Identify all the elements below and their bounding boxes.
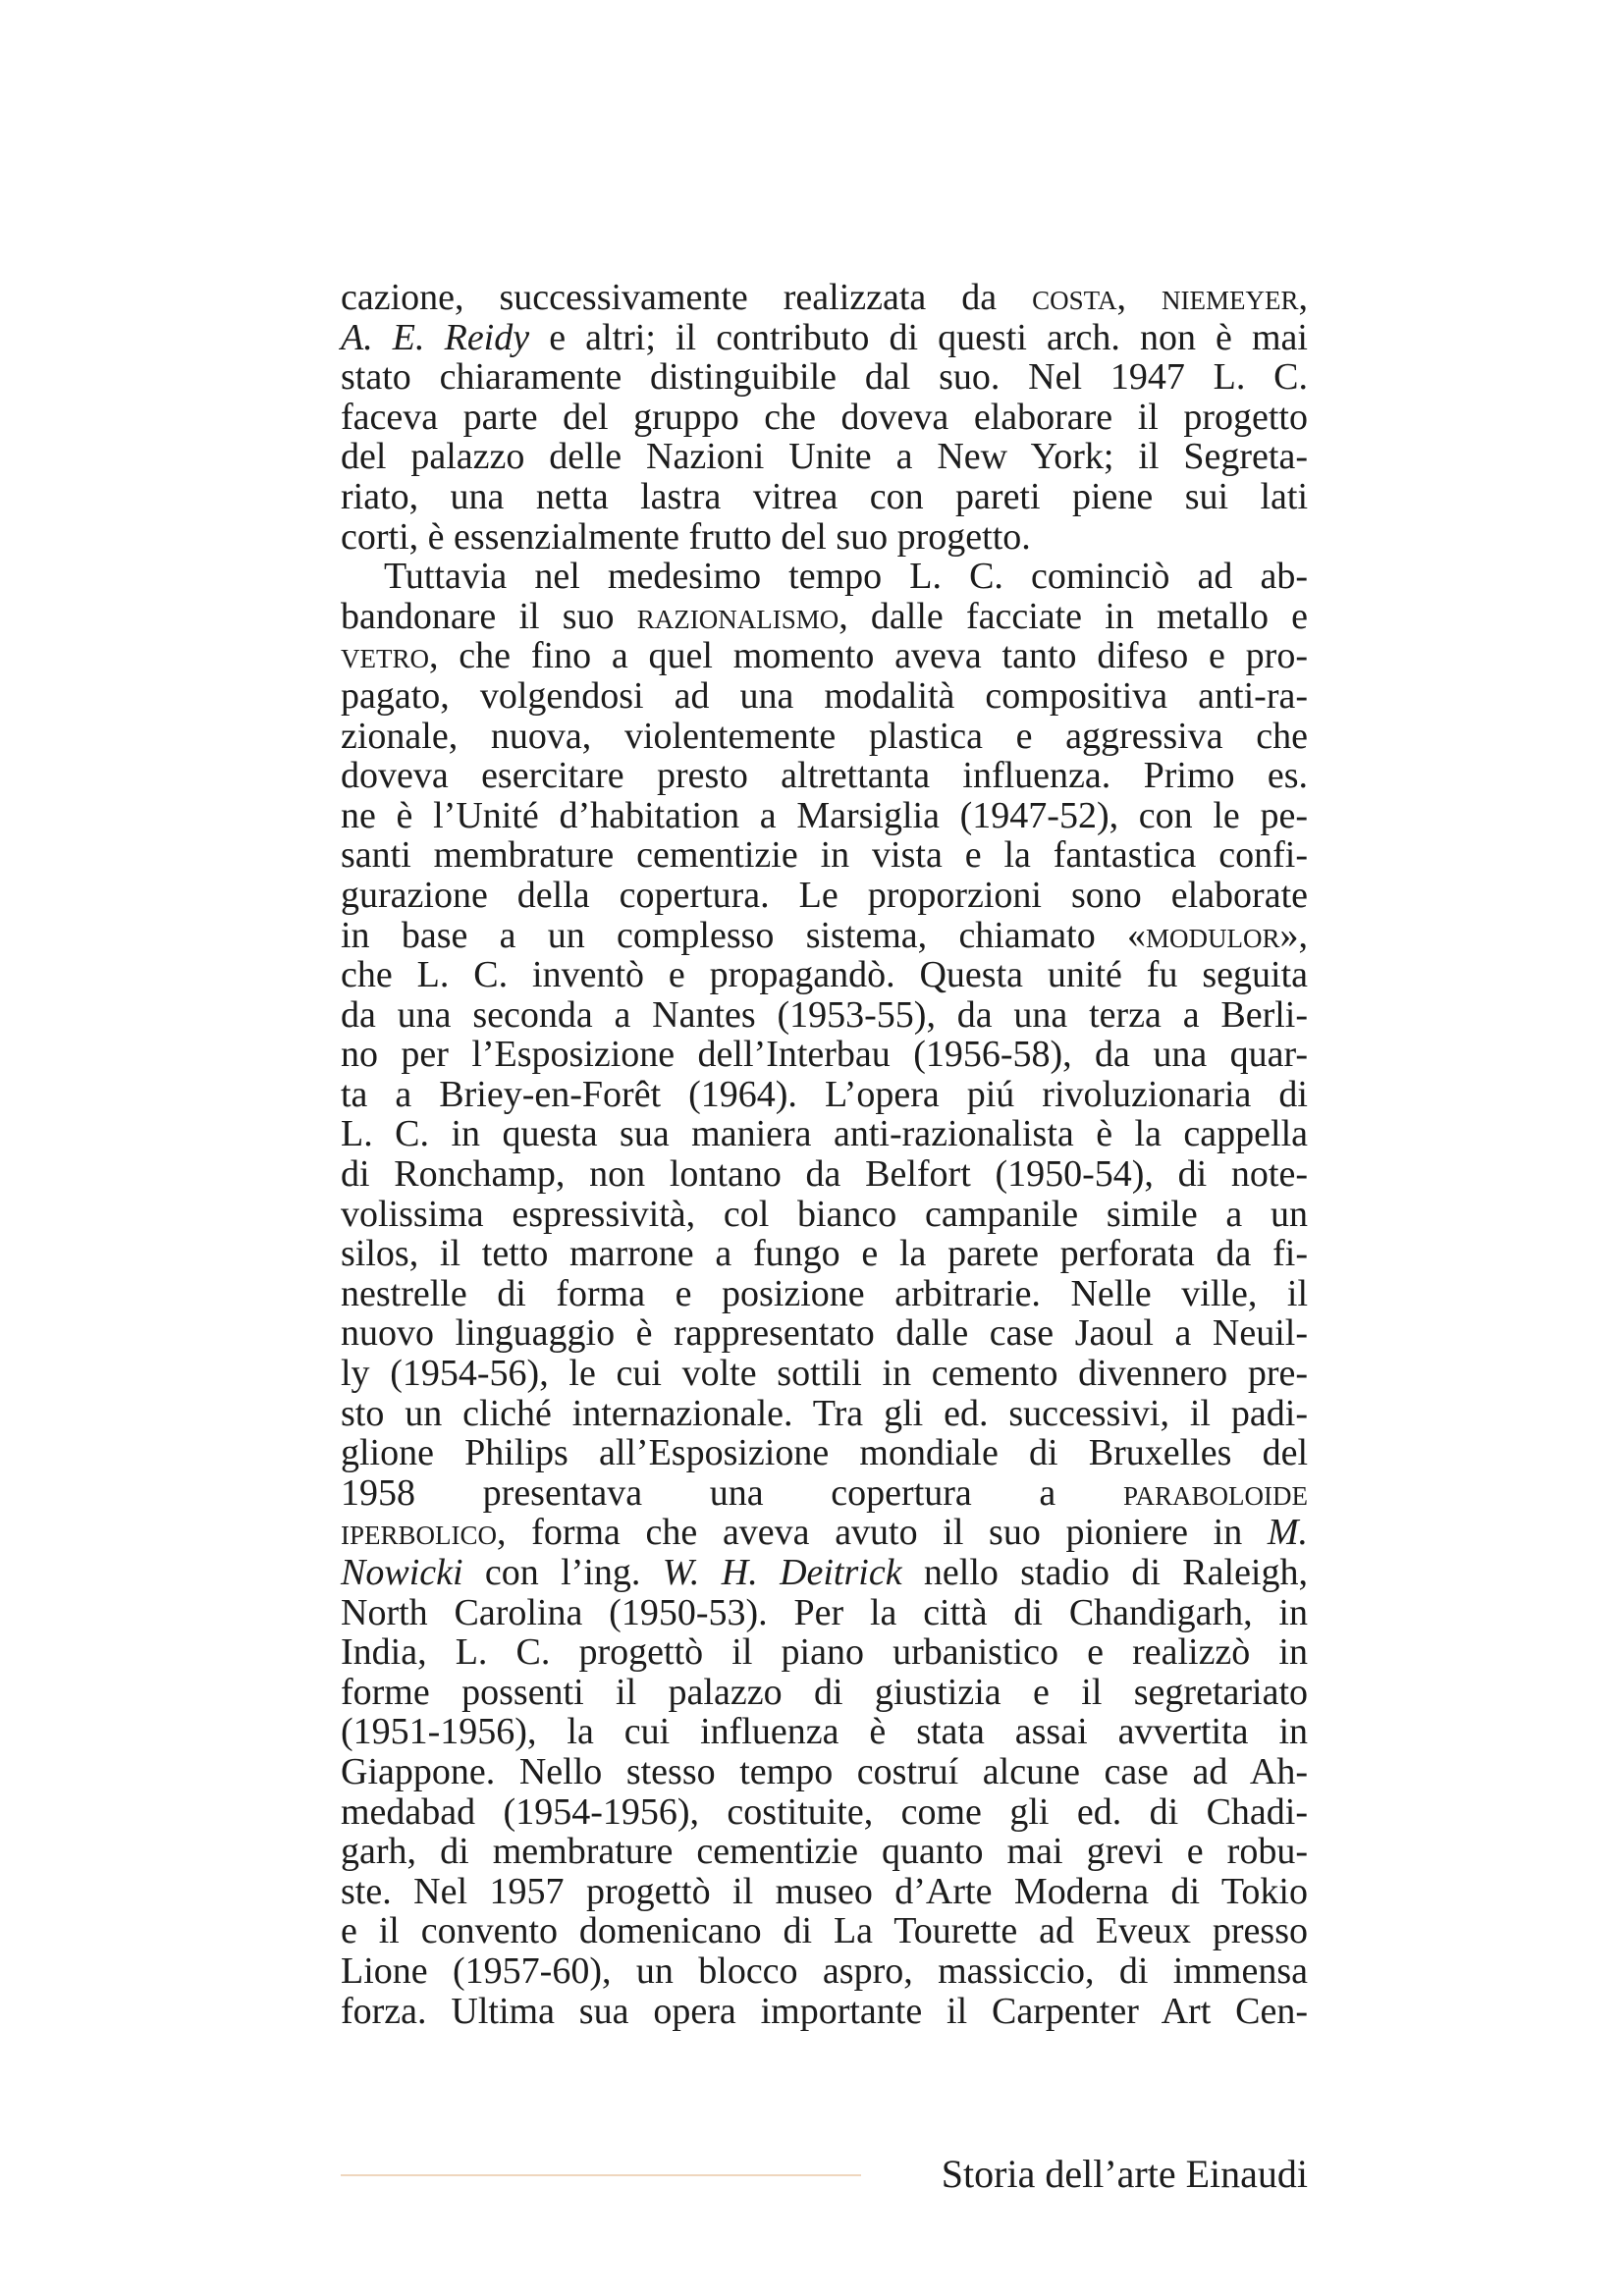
text-line: medabad (1954-1956), costituite, come gli ed. di Chadi- (341, 1790, 1308, 1833)
text-line: cazione, successivamente realizzata da costa, niemeyer, (341, 277, 1308, 318)
text-line: corti, è essenzialmente frutto del suo progetto. (341, 515, 1031, 558)
text-line: silos, il tetto marrone a fungo e la parete perforata da fi- (341, 1233, 1308, 1275)
text-line: da una seconda a Nantes (1953-55), da una terza a Berli- (341, 993, 1308, 1036)
text-line: forme possenti il palazzo di giustizia e il segretariato (341, 1671, 1308, 1713)
text-line: stato chiaramente distinguibile dal suo. Nel 1947 L. C. (341, 356, 1308, 399)
page-footer (341, 2150, 1308, 2199)
text-line: bandonare il suo razionalismo, dalle facciate in metallo e (341, 595, 1308, 637)
text-line: 1958 presentava una copertura a paraboloide (341, 1471, 1308, 1514)
text-line: riato, una netta lastra vitrea con pareti piene sui lati (341, 475, 1308, 517)
text-line: glione Philips all’Esposizione mondiale di Bruxelles del (341, 1432, 1308, 1474)
text-line: nuovo linguaggio è rappresentato dalle case Jaoul a Neuil- (341, 1312, 1308, 1355)
text-line: e il convento domenicano di La Tourette ad Eveux presso (341, 1910, 1308, 1952)
text-line: India, L. C. progettò il piano urbanistico e realizzò in (341, 1631, 1308, 1674)
text-line: che L. C. inventò e propagandò. Questa unité fu seguita (341, 954, 1308, 996)
footer-title: Storia dell’arte Einaudi (941, 2152, 1308, 2196)
text-line: gurazione della copertura. Le proporzioni sono elaborate (341, 874, 1308, 916)
text-line: doveva esercitare presto altrettanta influenza. Primo es. (341, 755, 1308, 797)
text-line: garh, di membrature cementizie quanto mai grevi e robu- (341, 1831, 1308, 1873)
text-line: Lione (1957-60), un blocco aspro, massiccio, di immensa (341, 1949, 1308, 1992)
text-line: A. E. Reidy e altri; il contributo di questi arch. non è mai (341, 316, 1308, 358)
text-line: ne è l’Unité d’habitation a Marsiglia (1947-52), con le pe- (341, 794, 1308, 836)
text-line: di Ronchamp, non lontano da Belfort (1950-54), di note- (341, 1153, 1308, 1196)
text-line: del palazzo delle Nazioni Unite a New York; il Segreta- (341, 436, 1308, 478)
text-line: L. C. in questa sua maniera anti-razionalista è la cappella (341, 1113, 1308, 1155)
text-line: in base a un complesso sistema, chiamato «modulor», (341, 914, 1308, 956)
text-line: zionale, nuova, violentemente plastica e aggressiva che (341, 715, 1308, 757)
text-line: faceva parte del gruppo che doveva elaborare il progetto (341, 396, 1308, 438)
footer-rule (341, 2174, 861, 2176)
body-text (341, 278, 1308, 2031)
text-line: ste. Nel 1957 progettò il museo d’Arte Moderna di Tokio (341, 1870, 1308, 1912)
text-line: nestrelle di forma e posizione arbitrarie. Nelle ville, il (341, 1272, 1308, 1314)
text-line: (1951-1956), la cui influenza è stata assai avvertita in (341, 1711, 1308, 1753)
text-line: volissima espressività, col bianco campanile simile a un (341, 1193, 1308, 1235)
text-line: sto un cliché internazionale. Tra gli ed. successivi, il padi- (341, 1392, 1308, 1434)
text-line: santi membrature cementizie in vista e la fantastica confi- (341, 834, 1308, 877)
text-line: pagato, volgendosi ad una modalità compositiva anti-ra- (341, 674, 1308, 717)
text-line: ly (1954-56), le cui volte sottili in cemento divennero pre- (341, 1353, 1308, 1395)
text-line: ta a Briey-en-Forêt (1964). L’opera piú rivoluzionaria di (341, 1073, 1308, 1115)
text-line: vetro, che fino a quel momento aveva tanto difeso e pro- (341, 635, 1308, 677)
text-line: Nowicki con l’ing. W. H. Deitrick nello stadio di Raleigh, (341, 1552, 1308, 1593)
text-line: no per l’Esposizione dell’Interbau (1956-58), da una quar- (341, 1034, 1308, 1076)
text-line: iperbolico, forma che aveva avuto il suo pioniere in M. (341, 1512, 1308, 1554)
text-line: Tuttavia nel medesimo tempo L. C. cominciò ad ab- (384, 556, 1308, 598)
text-line: North Carolina (1950-53). Per la città di Chandigarh, in (341, 1591, 1308, 1633)
text-line: Giappone. Nello stesso tempo costruí alcune case ad Ah- (341, 1750, 1308, 1792)
text-line: forza. Ultima sua opera importante il Carpenter Art Cen- (341, 1990, 1308, 2032)
